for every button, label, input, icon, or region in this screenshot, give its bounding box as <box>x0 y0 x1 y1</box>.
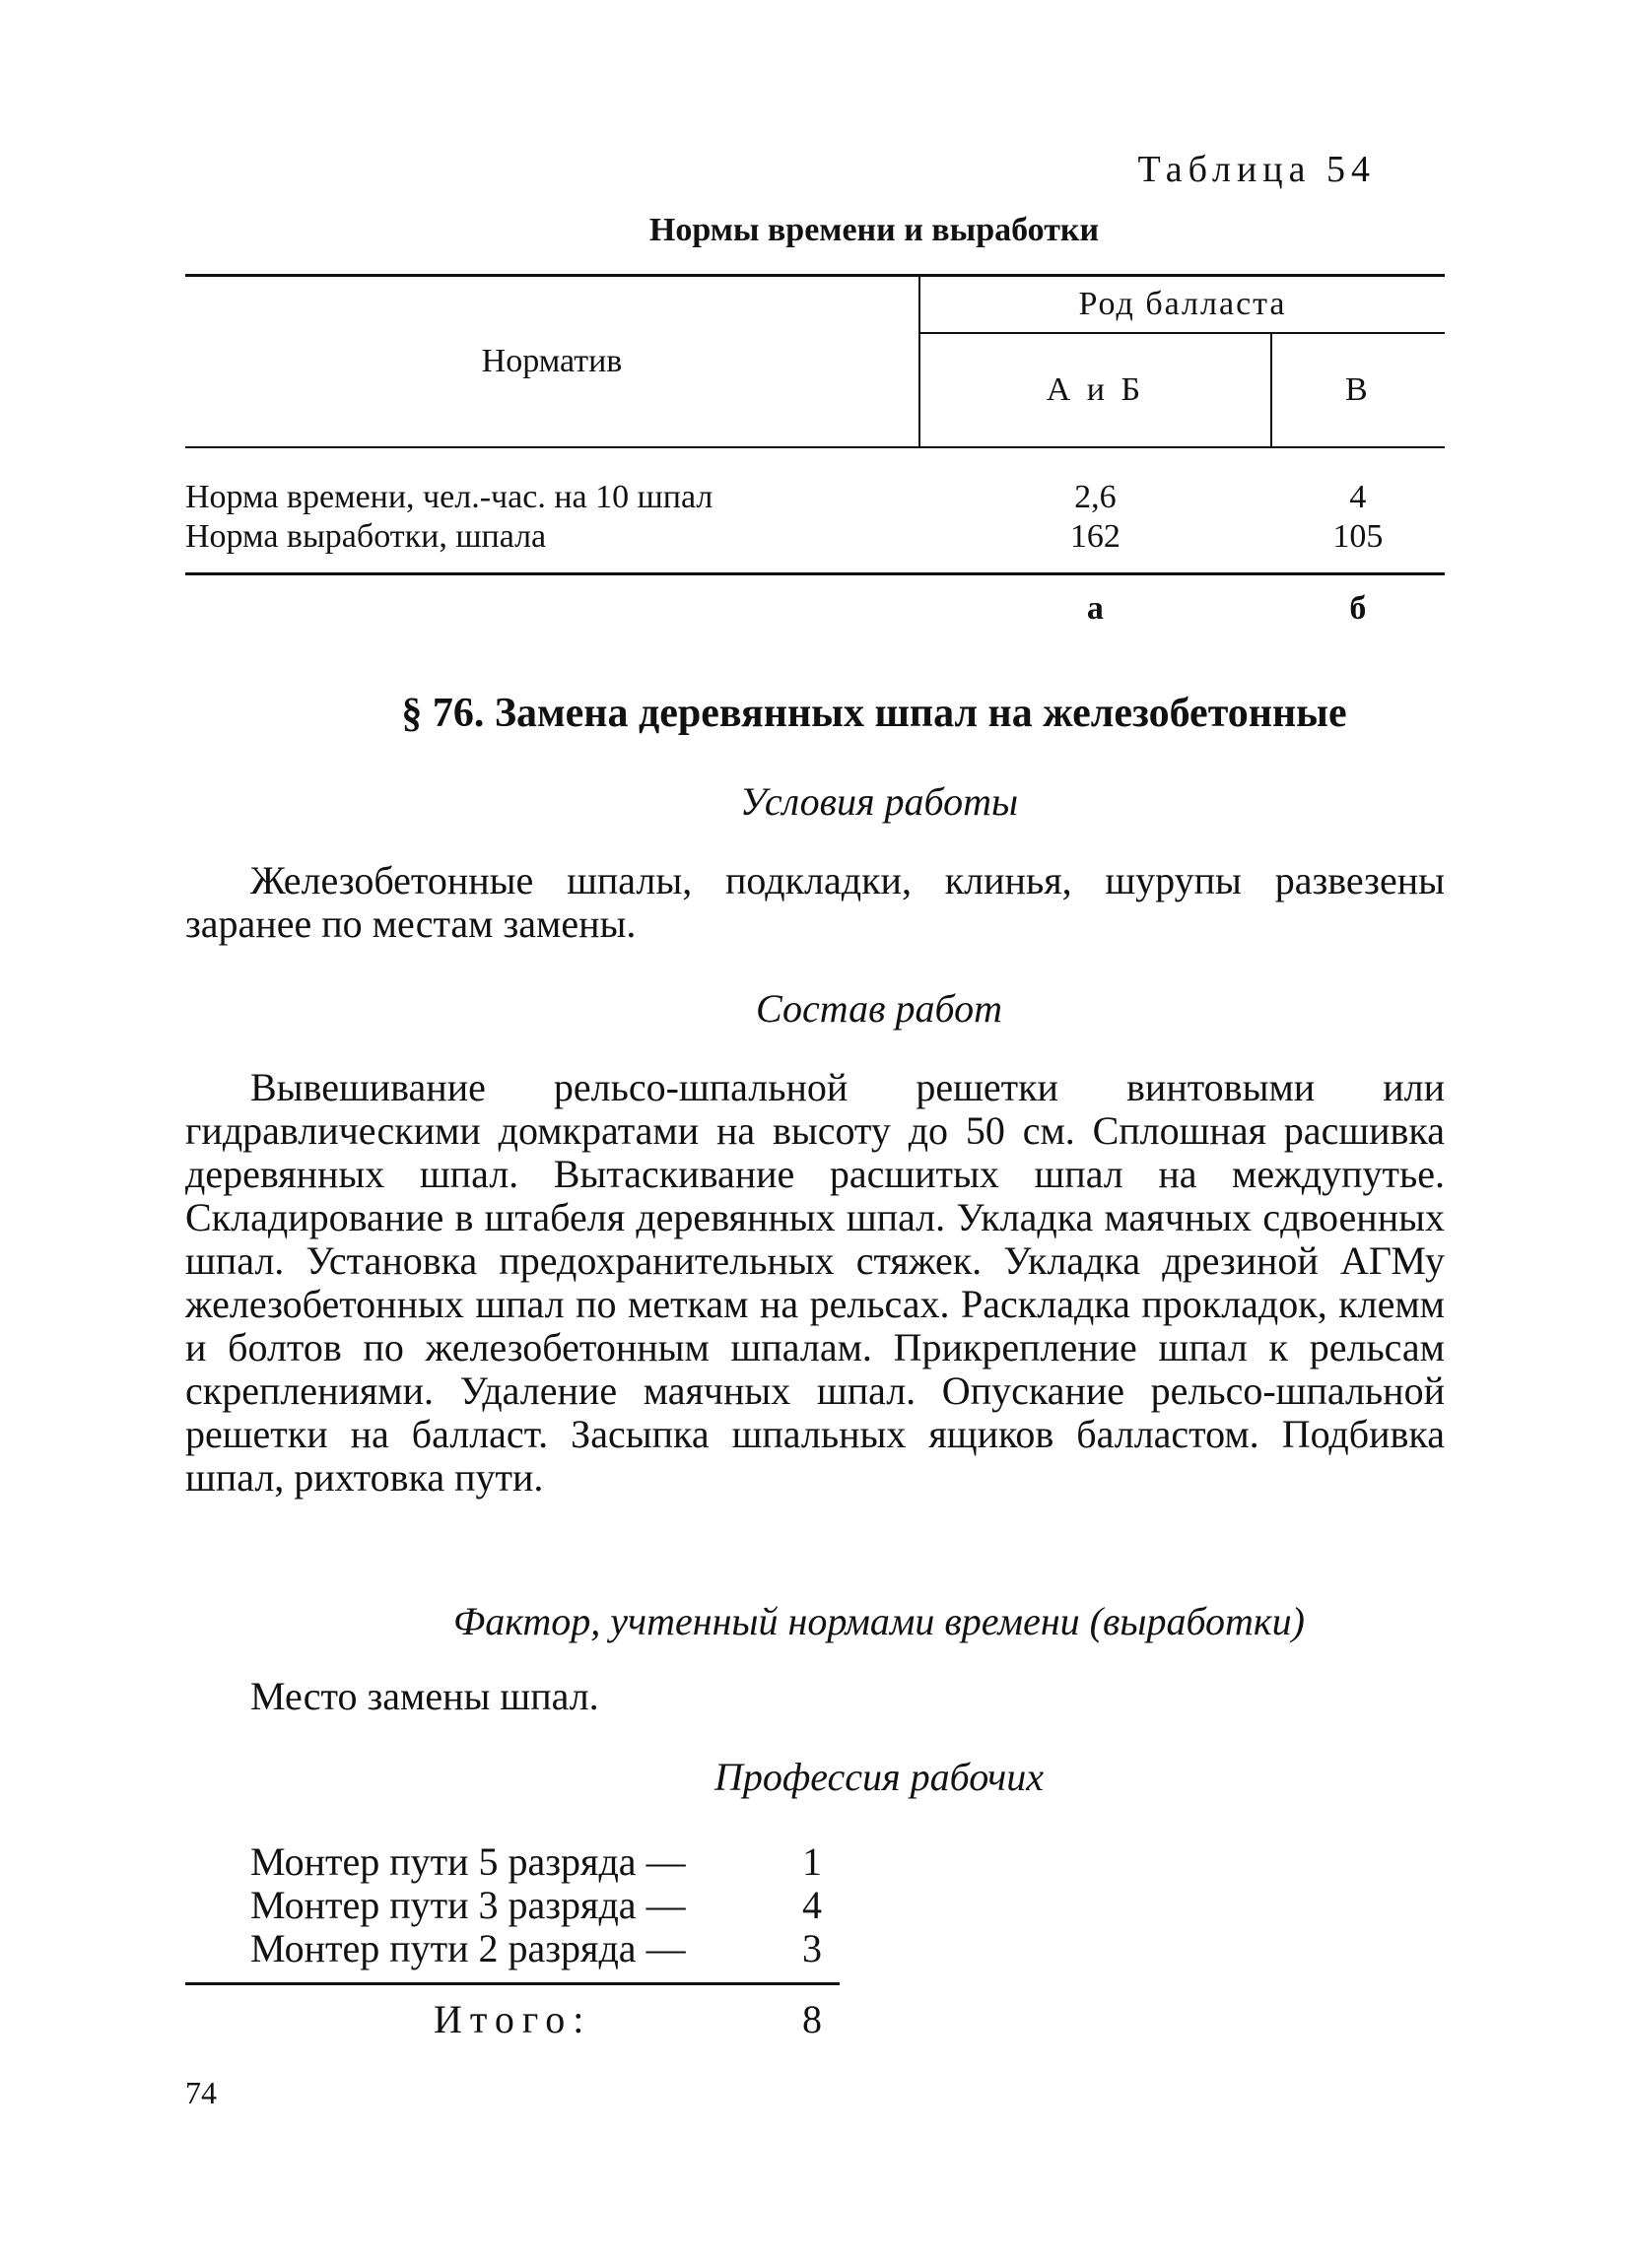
cell-value: 2,6 <box>1074 479 1117 515</box>
total-row <box>434 1996 822 2042</box>
header-col-a-b: А и Б <box>919 333 1271 447</box>
total-label: Итого: <box>434 1997 592 2041</box>
table-row <box>185 447 1445 517</box>
header-normative: Норматив <box>185 276 919 448</box>
row-label: Норма времени, чел.-час. на 10 шпал <box>185 479 713 515</box>
page-number: 74 <box>185 2075 217 2110</box>
header-col-v: В <box>1271 333 1445 447</box>
cell-value: 4 <box>1349 479 1367 515</box>
workers-list <box>250 1840 822 1970</box>
list-item: Монтер пути 3 разряда — 4 <box>250 1883 822 1927</box>
workers-heading: Профессия рабочих <box>713 1755 1044 1799</box>
list-item: Монтер пути 5 разряда — 1 <box>250 1839 822 1884</box>
list-item: Монтер пути 2 разряда — 3 <box>250 1926 822 1970</box>
cell-value: 162 <box>919 517 1271 574</box>
factor-text: Место замены шпал. <box>250 1674 599 1718</box>
factor-heading: Фактор, учтенный нормами времени (выработки) <box>453 1599 1305 1643</box>
column-letter: а <box>1086 590 1104 627</box>
table-row <box>185 517 1445 574</box>
total-divider <box>185 1982 840 1985</box>
composition-text: Вывешивание рельсо-шпальной решетки винтовыми или гидравлическими домкратами на высоту до 50 см. Сплошная расшивка деревянных шпал. Вытаскивание расшитых шпал на междупутье. Складирование в штабеля деревянных шпал. Укладка маячных сдвоенных шпал. Установка предохранительных стяжек. Укладка дрезиной АГМу железобетонных шпал по меткам на рельсах. Раскладка прокладок, клемм и болтов по железобетонным шпалам. Прикрепление шпал к рельсам скреплениями. Удаление маячных шпал. Опускание рельсо-шпальной решетки на балласт. Засыпка шпальных ящиков балластом. Подбивка шпал, рихтовка пути. <box>185 1065 1445 1500</box>
conditions-text: Железобетонные шпалы, подкладки, клинья, шурупы развезены заранее по местам замены. <box>185 858 1445 946</box>
norms-table <box>185 274 1445 629</box>
row-label: Норма выработки, шпала <box>185 517 919 574</box>
cell-value: 105 <box>1271 517 1445 574</box>
column-letter: б <box>1349 590 1367 627</box>
composition-heading: Состав работ <box>756 986 1002 1031</box>
table-number: Таблица 54 <box>1137 149 1376 190</box>
total-value: 8 <box>802 1997 822 2041</box>
section-title: § 76. Замена деревянных шпал на железобетонные <box>401 691 1347 736</box>
table-title: Нормы времени и выработки <box>648 212 1100 248</box>
table-footer-row <box>185 574 1445 630</box>
header-ballast-type: Род балласта <box>919 276 1445 334</box>
conditions-heading: Условия работы <box>739 779 1019 824</box>
